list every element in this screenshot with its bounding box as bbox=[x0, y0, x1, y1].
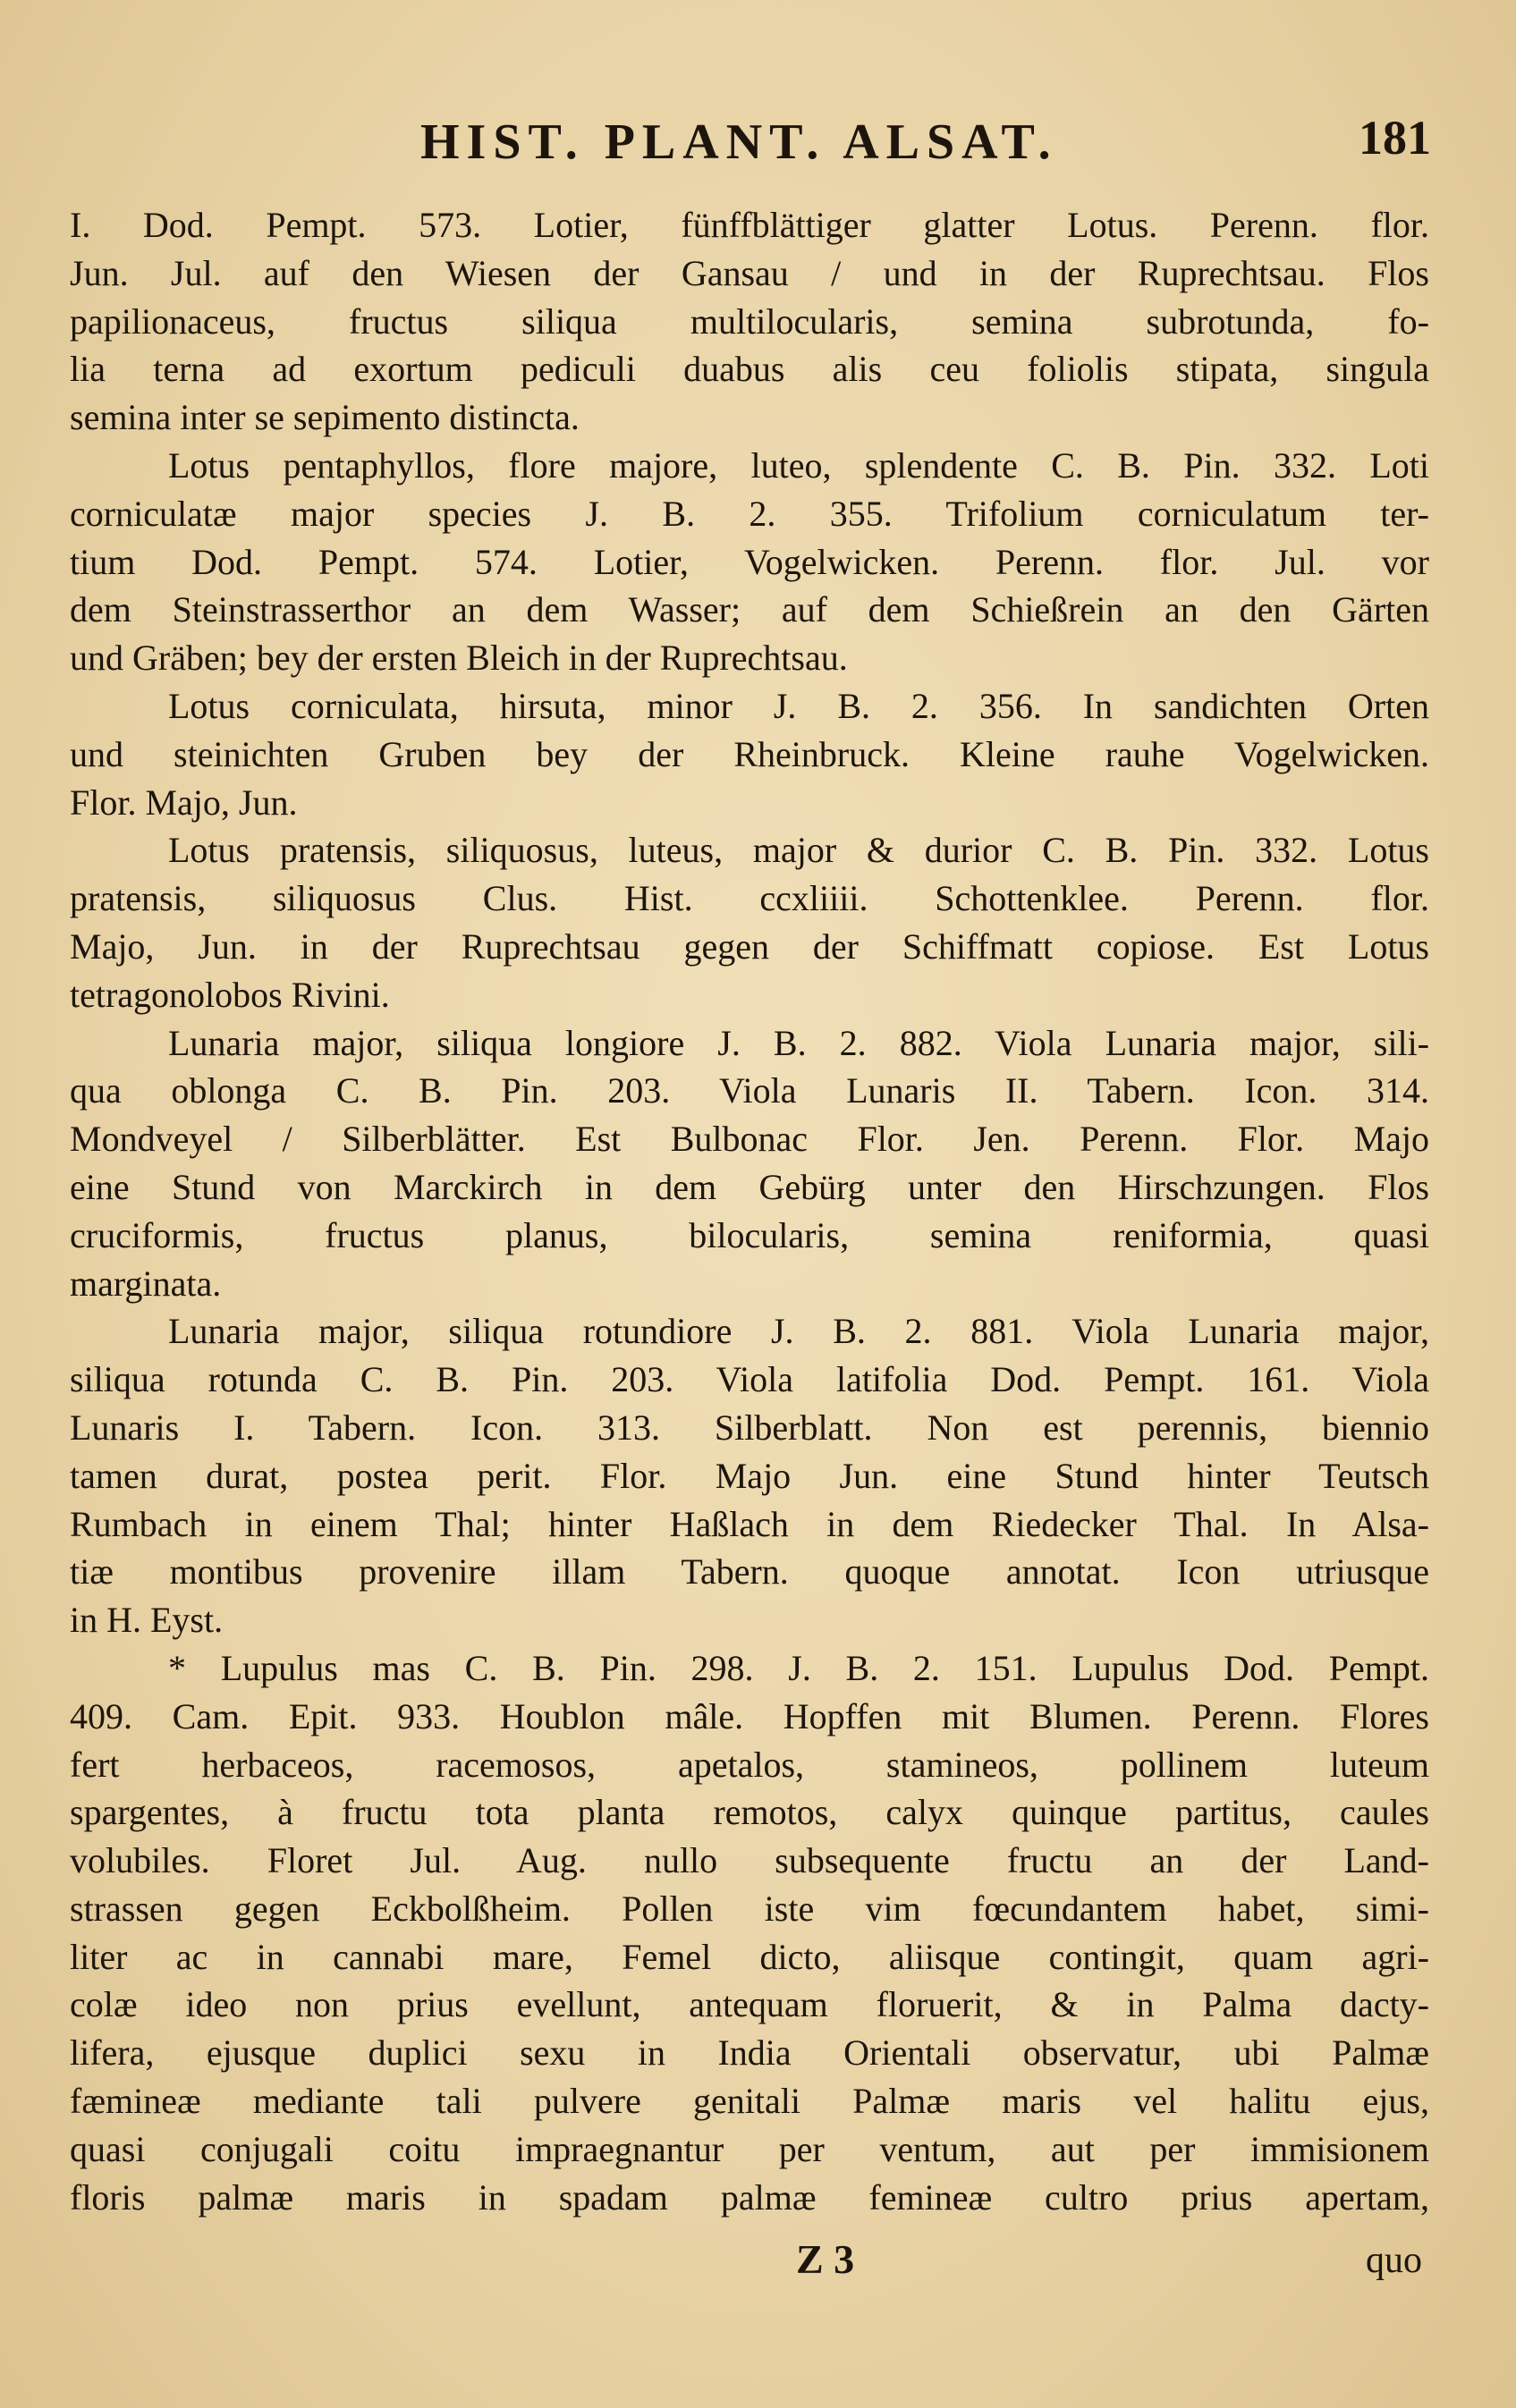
running-title: HIST. PLANT. ALSAT. bbox=[420, 114, 1058, 170]
text-line: colæ ideo non prius evellunt, antequam floruerit, & in Palma dacty- bbox=[70, 1984, 1429, 2025]
page-number: 181 bbox=[1359, 111, 1431, 165]
text-line: eine Stund von Marckirch in dem Gebürg unter den Hirschzungen. Flos bbox=[70, 1166, 1429, 1207]
text-line: Mondveyel / Silberblätter. Est Bulbonac Flor. Jen. Perenn. Flor. Majo bbox=[70, 1119, 1429, 1160]
text-line: lifera, ejusque duplici sexu in India Orientali observatur, ubi Palmæ bbox=[70, 2032, 1429, 2074]
text-line: Majo, Jun. in der Ruprechtsau gegen der Schiffmatt copiose. Est Lotus bbox=[70, 925, 1429, 967]
entry-heading-line: Lotus pratensis, siliquosus, luteus, major & durior C. B. Pin. 332. Lotus bbox=[168, 830, 1429, 871]
text-line: fert herbaceos, racemosos, apetalos, stamineos, pollinem luteum bbox=[70, 1744, 1429, 1785]
text-line: marginata. bbox=[70, 1263, 222, 1304]
text-line: I. Dod. Pempt. 573. Lotier, fünffblättiger glatter Lotus. Perenn. flor. bbox=[70, 205, 1429, 245]
page-header bbox=[0, 103, 1516, 183]
text-line: tium Dod. Pempt. 574. Lotier, Vogelwicken. Perenn. flor. Jul. vor bbox=[70, 541, 1429, 582]
text-line: und Gräben; bey der ersten Bleich in der Ruprechtsau. bbox=[70, 638, 848, 679]
text-line: tamen durat, postea perit. Flor. Majo Jun. eine Stund hinter Teutsch bbox=[70, 1455, 1429, 1496]
text-line: tiæ montibus provenire illam Tabern. quoque annotat. Icon utriusque bbox=[70, 1551, 1429, 1593]
text-line: Flor. Majo, Jun. bbox=[70, 782, 298, 823]
text-line: und steinichten Gruben bey der Rheinbruck. Kleine rauhe Vogelwicken. bbox=[70, 733, 1429, 774]
text-line: tetragonolobos Rivini. bbox=[70, 974, 390, 1015]
page-footer bbox=[0, 2235, 1516, 2298]
text-line: floris palmæ maris in spadam palmæ femineæ cultro prius apertam, bbox=[70, 2176, 1429, 2218]
text-line: Rumbach in einem Thal; hinter Haßlach in dem Riedecker Thal. In Alsa- bbox=[70, 1503, 1429, 1544]
text-line: papilionaceus, fructus siliqua multilocularis, semina subrotunda, fo- bbox=[70, 300, 1429, 342]
text-line: qua oblonga C. B. Pin. 203. Viola Lunaris II. Tabern. Icon. 314. bbox=[70, 1070, 1429, 1111]
text-body bbox=[70, 201, 1429, 2221]
text-line: spargentes, à fructu tota planta remotos, calyx quinque partitus, caules bbox=[70, 1792, 1429, 1833]
text-line: quasi conjugali coitu impraegnantur per ventum, aut per immisionem bbox=[70, 2128, 1429, 2169]
entry-heading-line: Lotus pentaphyllos, flore majore, luteo, splendente C. B. Pin. 332. Loti bbox=[168, 444, 1429, 486]
text-line: liter ac in cannabi mare, Femel dicto, aliisque contingit, quam agri- bbox=[70, 1936, 1429, 1977]
catchword: quo bbox=[1366, 2240, 1422, 2281]
text-line: Jun. Jul. auf den Wiesen der Gansau / und in der Ruprechtsau. Flos bbox=[70, 252, 1429, 293]
text-line: lia terna ad exortum pediculi duabus alis ceu foliolis stipata, singula bbox=[70, 349, 1429, 390]
text-line: volubiles. Floret Jul. Aug. nullo subsequente fructu an der Land- bbox=[70, 1840, 1429, 1881]
text-line: fæmineæ mediante tali pulvere genitali Palmæ maris vel halitu ejus, bbox=[70, 2081, 1429, 2122]
text-line: siliqua rotunda C. B. Pin. 203. Viola latifolia Dod. Pempt. 161. Viola bbox=[70, 1359, 1429, 1400]
text-line: in H. Eyst. bbox=[70, 1600, 224, 1641]
text-line: cruciformis, fructus planus, bilocularis, semina reniformia, quasi bbox=[70, 1214, 1429, 1255]
text-line: dem Steinstrasserthor an dem Wasser; auf dem Schießrein an den Gärten bbox=[70, 589, 1429, 630]
text-line: corniculatæ major species J. B. 2. 355. Trifolium corniculatum ter- bbox=[70, 493, 1429, 534]
text-line: 409. Cam. Epit. 933. Houblon mâle. Hopffen mit Blumen. Perenn. Flores bbox=[70, 1695, 1429, 1736]
text-line: semina inter se sepimento distincta. bbox=[70, 397, 580, 438]
text-line: strassen gegen Eckbolßheim. Pollen iste vim fœcundantem habet, simi- bbox=[70, 1888, 1429, 1929]
entry-heading-line: Lunaria major, siliqua longiore J. B. 2. 882. Viola Lunaria major, sili- bbox=[168, 1022, 1429, 1063]
entry-heading-line: Lunaria major, siliqua rotundiore J. B. 2. 881. Viola Lunaria major, bbox=[168, 1311, 1429, 1352]
entry-heading-line: Lotus corniculata, hirsuta, minor J. B. 2. 356. In sandichten Orten bbox=[168, 685, 1429, 726]
entry-heading-line: * Lupulus mas C. B. Pin. 298. J. B. 2. 151. Lupulus Dod. Pempt. bbox=[168, 1647, 1429, 1688]
text-line: Lunaris I. Tabern. Icon. 313. Silberblatt. Non est perennis, biennio bbox=[70, 1407, 1429, 1448]
text-line: pratensis, siliquosus Clus. Hist. ccxliiii. Schottenklee. Perenn. flor. bbox=[70, 878, 1429, 919]
signature-mark: Z 3 bbox=[796, 2236, 855, 2282]
